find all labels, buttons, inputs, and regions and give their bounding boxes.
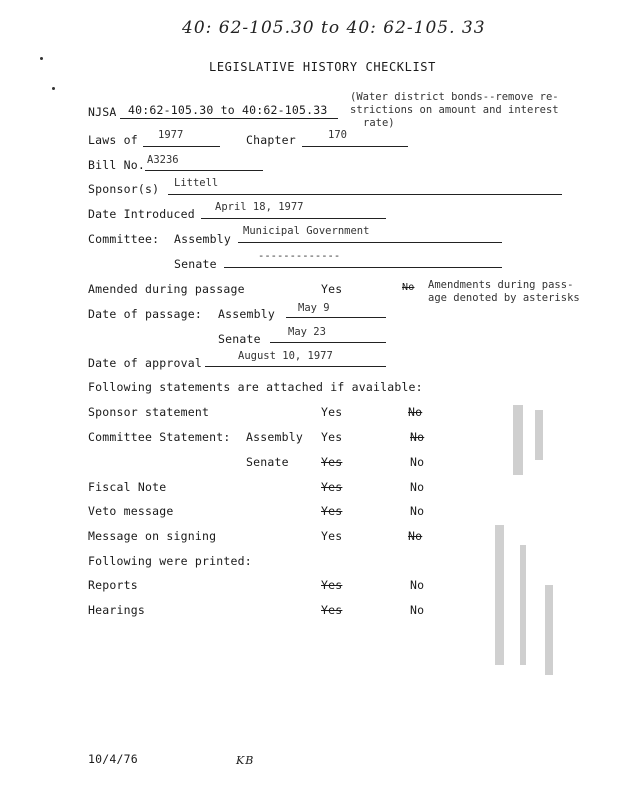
passage-label: Date of passage:: [88, 307, 202, 321]
veto-message-label: Veto message: [88, 504, 174, 518]
passage-senate-label: Senate: [218, 332, 261, 346]
date-introduced-underline: [201, 218, 386, 219]
njsa-value: 40:62-105.30 to 40:62-105.33: [128, 103, 328, 117]
message-signing-no: No: [408, 529, 423, 543]
passage-assembly-value: May 9: [298, 302, 330, 314]
margin-mark: [52, 87, 55, 90]
njsa-underline: [120, 118, 338, 119]
committee-statement-label: Committee Statement:: [88, 430, 231, 444]
approval-underline: [205, 366, 386, 367]
sponsor-statement-label: Sponsor statement: [88, 405, 210, 419]
handwritten-citation: 40: 62-105.30 to 40: 62-105. 33: [182, 18, 486, 38]
committee-senate-value: -------------: [258, 250, 341, 262]
hearings-yes: Yes: [321, 603, 343, 617]
committee-assembly-label: Assembly: [174, 232, 231, 246]
sponsor-value: Littell: [174, 177, 219, 189]
reports-label: Reports: [88, 578, 138, 592]
amended-yes: Yes: [321, 282, 343, 296]
bill-value: A3236: [147, 154, 179, 166]
njsa-label: NJSA: [88, 105, 117, 119]
passage-senate-underline: [270, 342, 386, 343]
approval-label: Date of approval: [88, 356, 202, 370]
sponsor-underline: [168, 194, 562, 195]
njsa-description-1: (Water district bonds--remove re-: [350, 91, 559, 103]
committee-senate-underline: [224, 267, 502, 268]
chapter-label: Chapter: [246, 133, 296, 147]
hearings-no: No: [410, 603, 425, 617]
passage-assembly-label: Assembly: [218, 307, 275, 321]
margin-mark: [40, 57, 43, 60]
committee-assembly-value: Municipal Government: [243, 225, 370, 237]
laws-underline: [143, 146, 220, 147]
sponsor-label: Sponsor(s): [88, 182, 160, 196]
library-stamp: [475, 395, 590, 695]
printed-heading: Following were printed:: [88, 554, 252, 568]
footer-initials: KB: [236, 754, 255, 767]
chapter-value: 170: [328, 129, 347, 141]
sponsor-statement-yes: Yes: [321, 405, 343, 419]
njsa-description-3: rate): [363, 117, 395, 129]
passage-senate-value: May 23: [288, 326, 326, 338]
committee-statement-senate-no: No: [410, 455, 425, 469]
amended-note-2: age denoted by asterisks: [428, 292, 580, 304]
njsa-description-2: strictions on amount and interest: [350, 104, 559, 116]
hearings-label: Hearings: [88, 603, 145, 617]
laws-value: 1977: [158, 129, 184, 141]
laws-label: Laws of: [88, 133, 138, 147]
committee-statement-assembly-no: No: [410, 430, 425, 444]
committee-senate-label: Senate: [174, 257, 217, 271]
committee-assembly-underline: [238, 242, 502, 243]
message-signing-label: Message on signing: [88, 529, 217, 543]
statements-heading: Following statements are attached if available:: [88, 380, 423, 394]
committee-statement-assembly-yes: Yes: [321, 430, 343, 444]
fiscal-note-yes: Yes: [321, 480, 343, 494]
passage-assembly-underline: [286, 317, 386, 318]
amended-no-struck: No: [402, 282, 415, 293]
fiscal-note-no: No: [410, 480, 425, 494]
sponsor-statement-no: No: [408, 405, 423, 419]
amended-label: Amended during passage: [88, 282, 245, 296]
committee-statement-senate: Senate: [246, 455, 289, 469]
committee-statement-senate-yes: Yes: [321, 455, 343, 469]
date-introduced-label: Date Introduced: [88, 207, 195, 221]
chapter-underline: [302, 146, 408, 147]
approval-value: August 10, 1977: [238, 350, 333, 362]
bill-underline: [145, 170, 263, 171]
reports-yes: Yes: [321, 578, 343, 592]
veto-message-no: No: [410, 504, 425, 518]
page-title: LEGISLATIVE HISTORY CHECKLIST: [209, 60, 436, 74]
veto-message-yes: Yes: [321, 504, 343, 518]
amended-note-1: Amendments during pass-: [428, 279, 574, 291]
footer-date: 10/4/76: [88, 752, 138, 766]
committee-statement-assembly: Assembly: [246, 430, 303, 444]
date-introduced-value: April 18, 1977: [215, 201, 304, 213]
reports-no: No: [410, 578, 425, 592]
fiscal-note-label: Fiscal Note: [88, 480, 167, 494]
committee-label: Committee:: [88, 232, 160, 246]
bill-label: Bill No.: [88, 158, 145, 172]
message-signing-yes: Yes: [321, 529, 343, 543]
